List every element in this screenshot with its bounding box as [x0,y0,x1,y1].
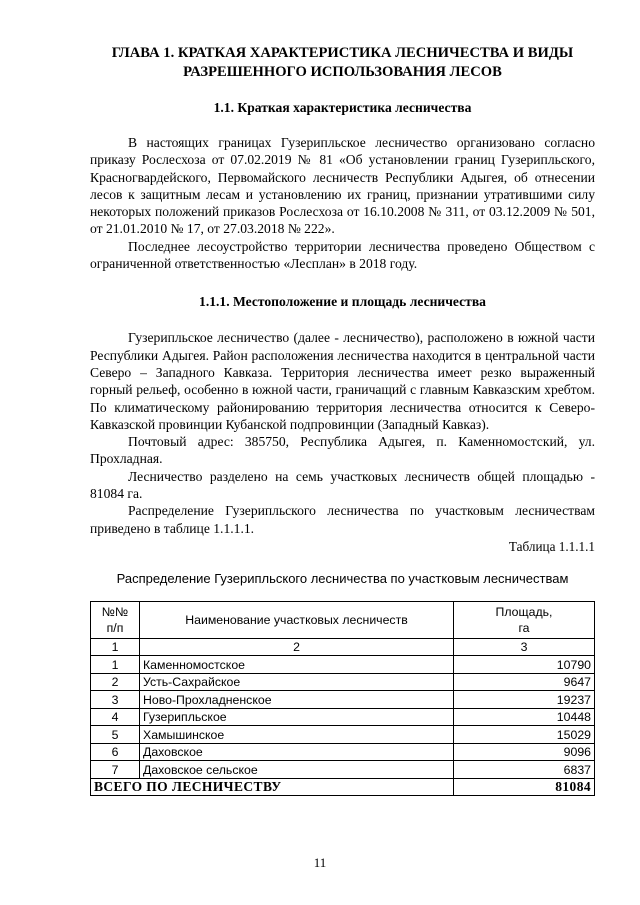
row-forestry-name: Гузерипльское [140,708,454,726]
row-number: 1 [91,656,140,674]
row-forestry-name: Хамышинское [140,726,454,744]
header-number-line-2: п/п [106,620,124,635]
row-area: 6837 [454,761,595,779]
table-row [91,761,595,779]
row-area: 9096 [454,743,595,761]
row-forestry-name: Усть-Сахрайское [140,673,454,691]
table-row [91,726,595,744]
table-row [91,691,595,709]
column-number-3: 3 [454,638,595,656]
row-number: 5 [91,726,140,744]
paragraph-forest-inventory: Последнее лесоустройство территории лесничества проведено Обществом с ограниченной ответственностью «Лесплан» в 2018 году. [90,238,595,272]
row-number: 3 [91,691,140,709]
column-number-1: 1 [91,638,140,656]
table-row [91,673,595,691]
column-number-2: 2 [140,638,454,656]
section-title-1-1: 1.1. Краткая характеристика лесничества [213,100,472,115]
row-area: 9647 [454,673,595,691]
header-number-line-1: №№ [101,604,129,619]
chapter-heading-line-2: РАЗРЕШЕННОГО ИСПОЛЬЗОВАНИЯ ЛЕСОВ [183,64,502,80]
paragraph-location: Гузерипльское лесничество (далее - лесничество), расположено в южной части Республики Адыгея. Район расположения лесничества находится в центральной части Северо – Западного Кавказа. Территория лесничества имеет резко выраженный горный рельеф, особенно в южной части, граничащий с главным Кавказским хребтом. По климатическому районированию территория лесничества относится к Северо-Кавказской провинции Кубанской подпровинции (Западный Кавказ). [90,330,595,432]
row-area: 10448 [454,708,595,726]
row-area: 15029 [454,726,595,744]
paragraph-organization: В настоящих границах Гузерипльское лесничество организовано согласно приказу Рослесхоза от 07.02.2019 № 81 «Об установлении границ Гузерипльского, Красногвардейского, Первомайского лесничеств Республики Адыгея, об отнесении лесов к защитным лесам и установлению их границ, признании утратившими силу некоторых положений приказов Рослесхоза от 16.10.2008 № 311, от 03.12.2009 № 501, от 21.01.2010 № 17, от 27.03.2018 № 222». [90,135,595,237]
row-number: 7 [91,761,140,779]
header-number-cell [91,601,140,638]
row-area: 19237 [454,691,595,709]
row-number: 4 [91,708,140,726]
row-forestry-name: Каменномостское [140,656,454,674]
chapter-heading-line-1: ГЛАВА 1. КРАТКАЯ ХАРАКТЕРИСТИКА ЛЕСНИЧЕСТВА И ВИДЫ [111,45,574,61]
paragraph-total-area: Лесничество разделено на семь участковых лесничеств общей площадью - 81084 га. [90,468,595,502]
row-forestry-name: Ново-Прохладненское [140,691,454,709]
row-number: 6 [91,743,140,761]
table-row [91,656,595,674]
section-title-1-1-1: 1.1.1. Местоположение и площадь лесничества [199,294,486,310]
total-label: ВСЕГО ПО ЛЕСНИЧЕСТВУ [91,778,454,796]
row-number: 2 [91,673,140,691]
distribution-table [90,601,595,797]
paragraph-distribution: Распределение Гузерипльского лесничества по участковым лесничествам приведено в таблице 1.1.1.1. [90,503,595,536]
table-label: Таблица 1.1.1.1 [508,538,595,554]
total-area: 81084 [454,778,595,796]
paragraph-postal-address: Почтовый адрес: 385750, Республика Адыгея, п. Каменномостский, ул. Прохладная. [90,434,595,467]
document-page [90,44,595,796]
table-row [91,743,595,761]
header-area-line-1: Площадь, [495,604,553,619]
header-area-line-2: га [518,620,530,635]
table-row [91,708,595,726]
chapter-heading [90,44,595,82]
table-caption: Распределение Гузерипльского лесничества по участковым лесничествам [116,570,569,586]
table-header-row [91,601,595,638]
row-area: 10790 [454,656,595,674]
table-total-row [91,778,595,796]
column-number-row [91,638,595,656]
page-number: 11 [313,855,327,870]
row-forestry-name: Даховское [140,743,454,761]
header-area-cell [454,601,595,638]
row-forestry-name: Даховское сельское [140,761,454,779]
header-name-cell: Наименование участковых лесничеств [140,601,454,638]
